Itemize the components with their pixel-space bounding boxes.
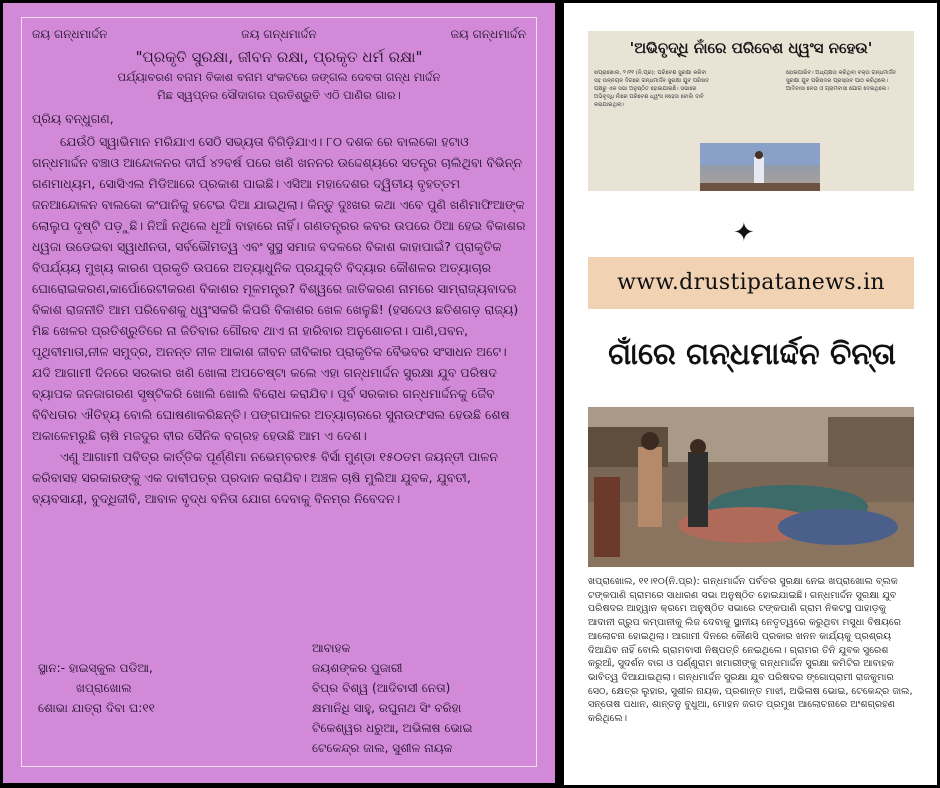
convener-name: ଟିକେଶ୍ୱର ଧରୁଆ, ଅଭିଳାଷ ଭୋଇ — [312, 721, 473, 735]
paragraph-1: ଯେଉଁଠି ସ୍ୱାଭିମାନ ମରିଯାଏ ସେଠି ସଭ୍ୟତା ବିଗିଡ଼ିଯାଏ। ୮୦ ଦଶକ ରେ ବାଲକୋ ହଟାଓ ଗନ୍ଧମାର୍ଦ୍ଦନ ବଞ୍ଚାଓ ଆନ୍ଦୋଳନର ଦୀର୍ଘ ୪୨ବର୍ଷ ପରେ ଖଣି ଖନନର ଉଦ୍ଦେଶ୍ୟରେ ସତନ୍ତ୍ର ଚାଲିଥିବା ବିଭିନ୍ନ ଗଣମାଧ୍ୟମ, ସୋସିଏଲ ମିଡିଆରେ ପ୍ରକାଶ ପାଇଛି। ଏସିଆ ମହାଦେଶର ଦ୍ୱିତୀୟ ବୃହତ୍ତମ ଜନଆନ୍ଦୋଳନ ବାଲକୋ କଂପାନିକୁ ହଟେଇ ଦିଆ ଯାଇଥିଲା। କିନ୍ତୁ ଦୁଃଖର କଥା ଏବେ ପୁଣି ଖଣିମାଫିଆଙ୍କ ଲୋଲୁପ ଦୃଷ୍ଟି ପଡ଼ୁଛି। ନିଆଁ ନଥିଲେ ଧୂଆଁ ବାହାରେ ନାହିଁ। ଗଣତନ୍ତ୍ରର କବର ଉପରେ ଠିଆ ହେଇ ବିକାଶର ଧ୍ୱଜା ଉଡେଇବା ସ୍ୱାଧୀନତା, ସର୍ବଭୌମତ୍ୱ ଏବଂ ସୁସ୍ଥ ସମାଜ ବଦଳରେ ବିକାଶ କାହାପାଇଁ? ପ୍ରାକୃତିକ ବିପର୍ଯ୍ୟୟ ମୁଖ୍ୟ କାରଣ ପ୍ରକୃତି ଉପରେ ଅତ୍ୟାଧୁନିକ ପ୍ରଯୁକ୍ତି ବିଦ୍ୟାର କୌଶଳର ଅତ୍ୟାଚାର ଘୋରୋଇକରଣ,କାର୍ପୋରେଟୀକରଣ ବିକାଶର ମୂଳମନ୍ତ୍ର? ବିଶ୍ୱରେ ଜାତିକରଣ ନାମରେ ସାମ୍ରାଜ୍ୟବାଦର ବିକାଶ ରାଜନୀତି ଆମ ପରିବେଶକୁ ଧ୍ୱଂସକରି କିପରି ବିକାଶର ଖେଳ ଖେଳୁଛି! (ହସଦେଓ ଛତିଶଗଡ଼ ରାଜ୍ୟ) ମିଛ ଖେଳର ପ୍ରତିଶ୍ରୁତିରେ ନା ଜିତିବାର ଗୌରବ ଥାଏ ନା ହାରିବାର ଅନୁଶୋଚନା। ପାଣି,ପବନ, ପୃଥିବୀମାତା,ନୀଳ ସମୁଦ୍ର, ଅନନ୍ତ ନୀଳ ଆକାଶ ଜୀବନ ଜୀବିକାର ପ୍ରାକୃତିକ ବୈଭବର ସଂସାଧନ ଅଟେ। ଯଦି ଆଗାମୀ ଦିନରେ ସରକାର ଖଣି ଖୋଳା ଅପଚେଷ୍ଟା କଲେ ଏହା ଗନ୍ଧମାର୍ଦ୍ଦନ ସୁରକ୍ଷା ଯୁବ ପରିଷଦ ବ୍ୟାପକ ଜନଜାଗରଣ ସୃଷ୍ଟିକରି ଖୋଲି ଖୋଲି ବିରୋଧ କରାଯିବ। ପୂର୍ବ ସରକାର ଗନ୍ଧମାର୍ଦ୍ଦନକୁ ଜୈବ ବିବିଧତାର ଐତିହ୍ୟ ବୋଲି ଘୋଷଣାକରିଛନ୍ତି। ପଙ୍ଗପାଳର ଅତ୍ୟାଚାରରେ ସୁନାଉଫସଲ ହେଉଛି ଶେଷ ଅକାଳେମରୁଛି ଚାଷି ମଜଦୁର ବୀର ସୈନିକ ବଗ୍ରହ ହେଉଛି ଆମ ଏ ଦେଶ। — [32, 134, 526, 443]
leaflet-photo — [3, 3, 555, 783]
website-banner — [588, 257, 914, 309]
greeting: ପ୍ରିୟ ବନ୍ଧୁଗଣ, — [32, 111, 114, 126]
convener-name: ଜୟଶଙ୍କର ପୁଜାରୀ — [312, 661, 403, 675]
convener-title: ଆବାହକ — [312, 641, 351, 655]
article-headline: ଗାଁରେ ଗନ୍ଧମାର୍ଦ୍ଦନ ଚିନ୍ତା — [608, 337, 896, 372]
procession-time: ଶୋଭା ଯାତ୍ରା ଦିବା ଘ:୧୧ — [38, 701, 155, 715]
village-meeting-photo — [588, 407, 914, 567]
convener-name: କ୍ଷମାନିଧି ସାହୁ, ରଘୁନାଥ ସିଂ ବରିହା — [312, 701, 462, 715]
clipping-1-text-right: ହୋଇପାରିବ। ଅଧ୍ୟକ୍ଷତା କରିଥିବା ବକ୍ତା ଗନ୍ଧମାର୍ଦ୍ଦନ ସୁରକ୍ଷା ଯୁବ ପରିଷଦର ପ୍ରସ୍ତାବ ପାଠ କରିଥିଲେ। ଆଦିବାସୀ ନେତା ଓ ଗ୍ରାମବାସୀ ଯୋଗ ଦେଇଥିଲେ। — [786, 70, 896, 92]
venue-label: ସ୍ଥାନ:- ହାଇସ୍କୁଲ ପଡିଆ, — [38, 661, 153, 675]
leaflet-border — [21, 17, 537, 767]
main-slogan: "ପ୍ରକୃତି ସୁରକ୍ଷା, ଜୀବନ ରକ୍ଷା, ପ୍ରକୃତ ଧର୍ମ ରକ୍ଷା" — [135, 48, 423, 66]
article-body: ଖପ୍ରାଖୋଲ, ୧୧।୧୦(ନି.ପ୍ର): ଗନ୍ଧମାର୍ଦ୍ଦନ ପର୍ବତର ସୁରକ୍ଷା ନେଇ ଖପ୍ରାଖୋଲ ବ୍ଲକ ଟଙ୍କପାଣି ଗ୍ରାମରେ ସାଧାରଣ ସଭା ଅନୁଷ୍ଠିତ ହୋଇଯାଇଛି। ଗନ୍ଧମାର୍ଦ୍ଦନ ସୁରକ୍ଷା ଯୁବ ପରିଷଦର ଆହ୍ୱାନ କ୍ରମେ ଅନୁଷ୍ଠିତ ସଭାରେ ଟଙ୍କପାଣି ଗ୍ରାମ ନିକଟସ୍ଥ ପାହାଡ଼କୁ ଆଦାନୀ ଗ୍ରୁପ କମ୍ପାନୀକୁ ଲିଜ ଦେବାକୁ ସ୍ଥାନୀୟ ନେତୃତ୍ୱରେ କରୁଥିବା ମସୁଧା ବିଷୟରେ ଆଲୋଚନା ହୋଇଥିଲା। ଆଗାମୀ ଦିନରେ କୌଣସି ପ୍ରକାର ଖନନ କାର୍ଯ୍ୟକୁ ପ୍ରଶ୍ରୟ ଦିଆଯିବ ନାହିଁ ବୋଲି ଗ୍ରାମବାସୀ ନିଷ୍ପତ୍ତି ନେଇଥିଲେ। ଗ୍ରାମର ତିନି ଯୁବକ ସୁରେଶ କରୁଆଁ, ସୁଦର୍ଶନ ବାଗ ଓ ପର୍ଣ୍ଣୁରାମ ଖମାରୀଙ୍କୁ ଗନ୍ଧମାର୍ଦ୍ଦନ ସୁରକ୍ଷା କମିଟିର ଆବାହକ ଭାବିତ୍ୱ ଦିଆଯାଇଥିଲା। ଗନ୍ଧମାର୍ଦ୍ଦନ ସୁରକ୍ଷା ଯୁବ ପରିଷଦର ଙ୍ଗୋପ୍ରାମୀ ରାଜକୁମାର ସେଠ, କ୍ଷେତ୍ର ଲୁହାର, ସୁଶୀଳ ନାୟକ, ପ୍ରଶାନ୍ତ ମାଝୀ, ଅଭିଳାଷ ଭୋଇ, ଟେକେନ୍ଦ୍ର ଜାଲ, ସନ୍ତୋଷ ପଧାନ, ଶାନ୍ତନୁ ବୁଧୁଆ, ମୋହନ ଜଗତ ପ୍ରମୁଖ ଆଲୋଚନାରେ ଅଂଶଗ୍ରହଣ କରିଥିଲେ। — [588, 576, 913, 725]
subtitle-line-1: ପର୍ଯ୍ୟାବରଣ ବନାମ ବିକାଶ ବନାମ ସଂକଟରେ ଜଙ୍ଗଲ ଦେବତା ଗନ୍ଧ ମାର୍ଦ୍ଦନ — [117, 70, 441, 84]
slogan-left: ଜୟ ଗନ୍ଧମାର୍ଦ୍ଦନ — [32, 27, 108, 41]
newspaper-panel — [564, 3, 937, 785]
paragraph-2: ଏଣୁ ଆଗାମୀ ପବିତ୍ର କାର୍ତ୍ତିକ ପୂର୍ଣ୍ଣିମା ନଭେମ୍ବର୧୫ ବିର୍ସା ମୁଣ୍ଡା ୧୫୦ତମ ଜୟନ୍ତୀ ପାଳନ କରିବାସହ ସରକାରଙ୍କୁ ଏକ ଦାବୀପତ୍ର ପ୍ରଦାନ କରାଯିବ। ଅଞ୍ଚଳ ଚାଷି ମୁଲିଆ ଯୁବକ, ଯୁବତୀ, ବ୍ୟବସାୟୀ, ବୁଦ୍ଧିଜୀବି, ଆବାଳ ବୃଦ୍ଧ ବନିତା ଯୋଗ ଦେବାକୁ ବିନମ୍ର ନିବେଦନ। — [32, 449, 498, 506]
clipping-1-headline: 'ଅଭିବୃଦ୍ଧି ନାଁରେ ପରିବେଶ ଧ୍ୱଂସ ନହେଉ' — [629, 39, 873, 57]
convener-name: ଟେକେନ୍ଦ୍ର ଜାଲ, ସୁଶୀଳ ନାୟକ — [312, 741, 453, 755]
website-url: www.drustipatanews.in — [617, 270, 885, 295]
convener-name: ବିପ୍ର ବିଶ୍ୱ (ଆଦିବାସୀ ନେତା) — [312, 681, 451, 695]
slogan-right: ଜୟ ଗନ୍ଧମାର୍ଦ୍ଦନ — [450, 27, 526, 41]
venue-block — [38, 638, 155, 718]
news-clipping-1 — [588, 31, 914, 191]
slogan-center: ଜୟ ଗନ୍ଧମାର୍ଦ୍ଦନ — [241, 27, 317, 41]
sparkle-icon: ✦ — [733, 218, 755, 248]
subtitle-line-2: ମିଛ ସ୍ୱପ୍ନର ସୌଦାଗର ପ୍ରତିଶ୍ରୁତି ଏଠି ପାଣିର ଗାର। — [157, 88, 401, 102]
header-slogans — [22, 18, 536, 45]
clipping-1-photo — [700, 143, 820, 191]
conveners-block — [312, 638, 473, 758]
leaflet-body — [22, 108, 536, 509]
venue-name: ଖପ୍ରାଖୋଲ — [76, 681, 132, 695]
clipping-1-text-left: ଖପ୍ରାଖୋଲ, ୨।୧୧ (ନି.ପ୍ର): ପରିବେଶ ସୁରକ୍ଷା କରିବା ସହ ଉନ୍ନୟନ ଦିଗରେ ଗନ୍ଧମାର୍ଦ୍ଦନ ସୁରକ୍ଷା ଯୁବ ପରିଷଦ ପକ୍ଷରୁ ଏକ ସଭା ଅନୁଷ୍ଠିତ ହୋଇଯାଇଛି। ସଭାରେ ଅଭିବୃଦ୍ଧି ନାଁରେ ପରିବେଶ ଧ୍ୱଂସ ନହେଉ ବୋଲି ଦାବି କରାଯାଇଥିଲା। — [594, 70, 709, 108]
